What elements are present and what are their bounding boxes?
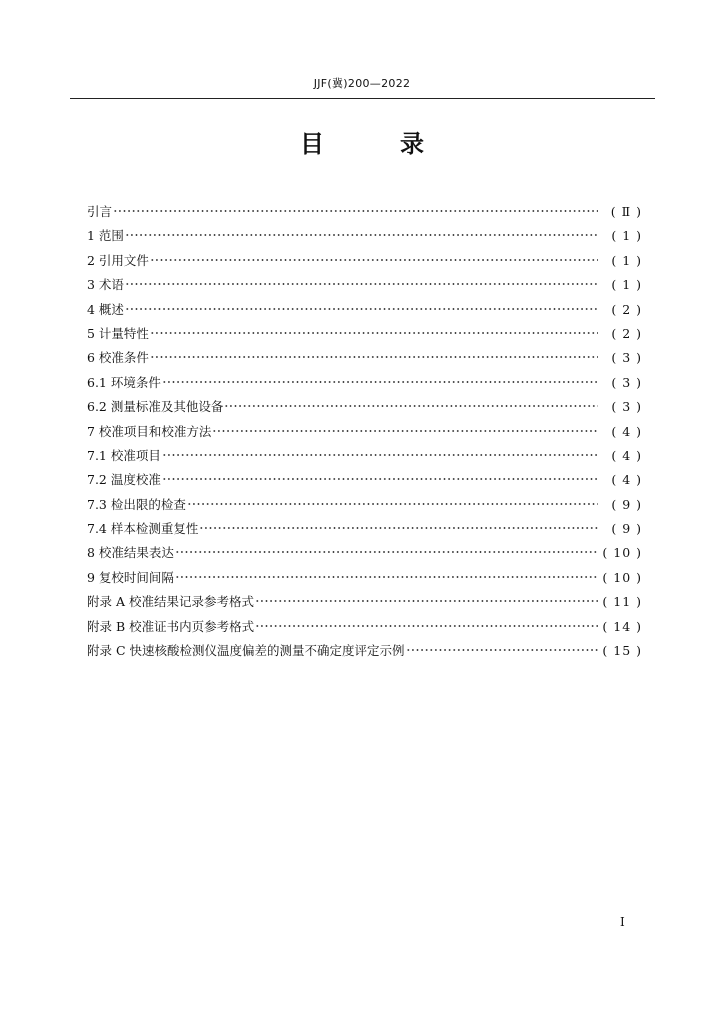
toc-entry-page: ( 10 ): [602, 545, 642, 561]
toc-entry-page: ( 1 ): [611, 277, 642, 293]
toc-dot-leader: [150, 331, 598, 335]
toc-entry-page: ( 10 ): [602, 569, 642, 585]
standard-code-header: JJF(冀)200—2022: [313, 77, 411, 90]
toc-entry-label: 6.2 测量标准及其他设备: [87, 399, 224, 415]
toc-entry-label: 3 术语: [87, 277, 124, 293]
toc-entry[interactable]: [87, 615, 642, 639]
toc-dot-leader: [212, 429, 598, 433]
toc-entry-label: 附录 A 校准结果记录参考格式: [87, 594, 254, 610]
toc-entry-page: ( 15 ): [602, 643, 642, 659]
toc-dot-leader: [406, 648, 598, 652]
table-of-contents: [87, 200, 642, 663]
toc-entry[interactable]: [87, 420, 642, 444]
toc-dot-leader: [150, 355, 598, 359]
toc-entry-label: 8 校准结果表达: [87, 545, 174, 561]
toc-dot-leader: [150, 258, 598, 262]
toc-entry-page: ( 9 ): [611, 521, 642, 537]
toc-entry-label: 6.1 环境条件: [87, 374, 161, 390]
toc-entry-label: 7.4 样本检测重复性: [87, 521, 199, 537]
toc-entry-page: ( 1 ): [611, 252, 642, 268]
toc-entry-label: 1 范围: [87, 228, 124, 244]
toc-entry-page: ( 4 ): [611, 423, 642, 439]
toc-entry-label: 6 校准条件: [87, 350, 149, 366]
toc-entry-label: 附录 B 校准证书内页参考格式: [87, 618, 255, 634]
toc-entry-label: 7.1 校准项目: [87, 447, 161, 463]
toc-entry-label: 引言: [87, 204, 113, 219]
toc-entry[interactable]: [87, 517, 642, 541]
page-title: 目 录: [300, 130, 450, 158]
toc-entry-label: 5 计量特性: [87, 325, 149, 341]
toc-entry-label: 9 复校时间间隔: [87, 569, 174, 585]
toc-entry-page: ( 11 ): [602, 594, 642, 610]
toc-entry-label: 7 校准项目和校准方法: [87, 423, 212, 439]
toc-dot-leader: [187, 502, 598, 506]
toc-entry-page: ( 3 ): [611, 374, 642, 390]
toc-entry-page: ( 2 ): [611, 301, 642, 317]
toc-dot-leader: [125, 282, 598, 286]
toc-entry[interactable]: [87, 273, 642, 297]
toc-dot-leader: [162, 453, 598, 457]
toc-entry[interactable]: [87, 493, 642, 517]
toc-entry[interactable]: [87, 371, 642, 395]
toc-dot-leader: [199, 526, 598, 530]
toc-entry-label: 2 引用文件: [87, 252, 149, 268]
toc-dot-leader: [125, 307, 598, 311]
toc-entry-label: 7.3 检出限的检查: [87, 496, 186, 512]
toc-entry[interactable]: [87, 468, 642, 492]
toc-dot-leader: [113, 209, 598, 213]
toc-dot-leader: [255, 624, 598, 628]
toc-dot-leader: [224, 404, 598, 408]
toc-dot-leader: [255, 599, 598, 603]
toc-entry-page: ( 3 ): [611, 350, 642, 366]
toc-dot-leader: [125, 233, 598, 237]
toc-dot-leader: [175, 550, 598, 554]
toc-entry[interactable]: [87, 200, 642, 224]
page-number: I: [620, 915, 625, 929]
toc-entry[interactable]: [87, 298, 642, 322]
toc-entry[interactable]: [87, 590, 642, 614]
header-divider: [70, 98, 655, 99]
toc-entry-page: ( 2 ): [611, 325, 642, 341]
toc-entry-page: ( 3 ): [611, 399, 642, 415]
toc-entry[interactable]: [87, 224, 642, 248]
toc-entry-page: ( 4 ): [611, 472, 642, 488]
toc-entry[interactable]: [87, 322, 642, 346]
toc-entry-page: ( 14 ): [602, 618, 642, 634]
toc-dot-leader: [175, 575, 598, 579]
toc-entry[interactable]: [87, 249, 642, 273]
toc-entry[interactable]: [87, 566, 642, 590]
toc-entry-label: 4 概述: [87, 301, 124, 317]
toc-entry[interactable]: [87, 346, 642, 370]
toc-dot-leader: [162, 380, 598, 384]
toc-entry-page: ( 1 ): [611, 228, 642, 244]
toc-entry[interactable]: [87, 541, 642, 565]
toc-entry[interactable]: [87, 395, 642, 419]
toc-entry-label: 7.2 温度校准: [87, 472, 161, 488]
toc-entry-page: ( Ⅱ ): [610, 204, 642, 219]
toc-entry[interactable]: [87, 639, 642, 663]
toc-entry-page: ( 9 ): [611, 496, 642, 512]
toc-dot-leader: [162, 477, 598, 481]
toc-entry-page: ( 4 ): [611, 447, 642, 463]
toc-entry-label: 附录 C 快速核酸检测仪温度偏差的测量不确定度评定示例: [87, 643, 405, 659]
toc-entry[interactable]: [87, 444, 642, 468]
